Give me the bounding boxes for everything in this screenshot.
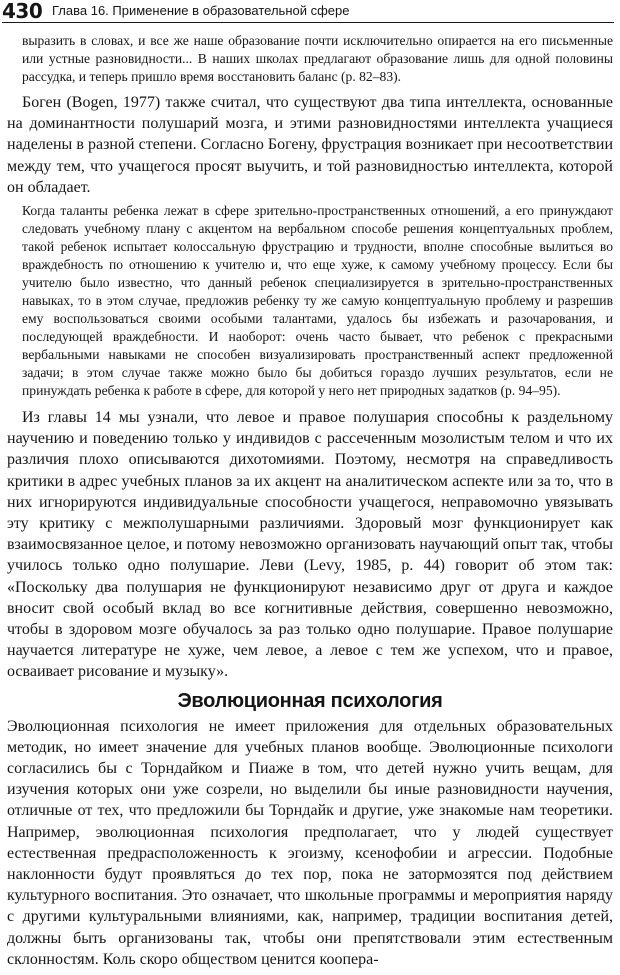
page-number: 430 [2,0,43,23]
block-quote: Когда таланты ребенка лежат в сфере зрительно-пространственных отношений, а его принуждают следовать учебному плану с акцентом на вербальном способе решения концептуальных проблем, такой ребенок испытает колоссальную фрустрацию и трудности, вполне способные вылиться во враждебность по отношению к учителю и, что еще хуже, к самому учебному процессу. Если бы учителю было известно, что данный ребенок специализируется в зрительно-пространственных навыках, то в этом случае, предложив ребенку ту же самую концептуальную проблему и разрешив ему воспользоваться своими особыми талантами, удалось бы избежать и разочарования, и последующей враждебности. И наоборот: очень часто бывает, что ребенок с прекрасными вербальными навыками не способен визуализировать пространственный аспект предложенной задачи; в этом случае также можно было бы добиться гораздо лучших результатов, если не принуждать ребенка к работе в сфере, для которой у него нет природных задатков (р. 94–95). [22,203,613,399]
section-heading: Эволюционная психология [177,689,443,712]
paragraph: Эволюционная психология не имеет приложения для отдельных образовательных методик, но имеет значение для учебных планов вообще. Эволюционные психологи согласились бы с Торндайком и Пиаже в том, что детей нужно учить вещам, для изучения которых они уже созрели, но выделили бы иные разновидности научения, отличные от тех, что предложили бы Торндайк и другие, уже знакомые нам теоретики. Например, эволюционная психология предполагает, что у людей существует естественная предрасположенность к эгоизму, ксенофобии и агрессии. Подобные наклонности будут проявляться до тех пор, пока не затормозятся под действием культурного воспитания. Это означает, что школьные программы и мероприятия наряду с другими культуральными влияниями, как, например, традиции воспитания детей, должны быть организованы так, чтобы они препятствовали этим естественным склонностям. Коль скоро обществом ценится коопера- [7,717,613,968]
block-quote: выразить в словах, и все же наше образование почти исключительно опирается на его письменные или устные разновидности... В наших школах предлагают образование лишь для одной половины рассудка, и теперь пришло время восстановить баланс (р. 82–83). [22,33,613,84]
paragraph: Боген (Bogen, 1977) также считал, что существуют два типа интеллекта, основанные на доминантности полушарий мозга, и этими разновидностями интеллекта учащиеся наделены в разной степени. Согласно Богену, фрустрация возникает при несоответствии между тем, что учащегося просят выучить, и той разновидностью интеллекта, которой он обладает. [7,94,613,196]
paragraph: Из главы 14 мы узнали, что левое и правое полушария способны к раздельному научению и поведению только у индивидов с рассеченным мозолистым телом и что их различия плохо описываются дихотомиями. Поэтому, несмотря на справедливость критики в адрес учебных планов за их акцент на аналитическом аспекте или за то, что в них игнорируются индивидуальные способности учащегося, неправомочно увязывать эту критику с межполушарными различиями. Здоровый мозг функционирует как взаимосвязанное целое, и потому невозможно организовать научающий опыт так, чтобы училось только одно полушарие. Леви (Levy, 1985, р. 44) говорит об этом так: «Поскольку два полушария не функционируют независимо друг от друга и каждое вносит свой особый вклад во все когнитивные действия, совершенно невозможно, чтобы в здоровом мозге обучалось за раз только одно полушарие. Правое полушарие научается литературе не хуже, чем левое, а левое с тем же успехом, что и правое, осваивает рисование и музыку». [7,409,613,681]
page-header [2,0,614,23]
page-body [7,32,613,970]
running-title: Глава 16. Применение в образовательной сфере [52,3,350,18]
